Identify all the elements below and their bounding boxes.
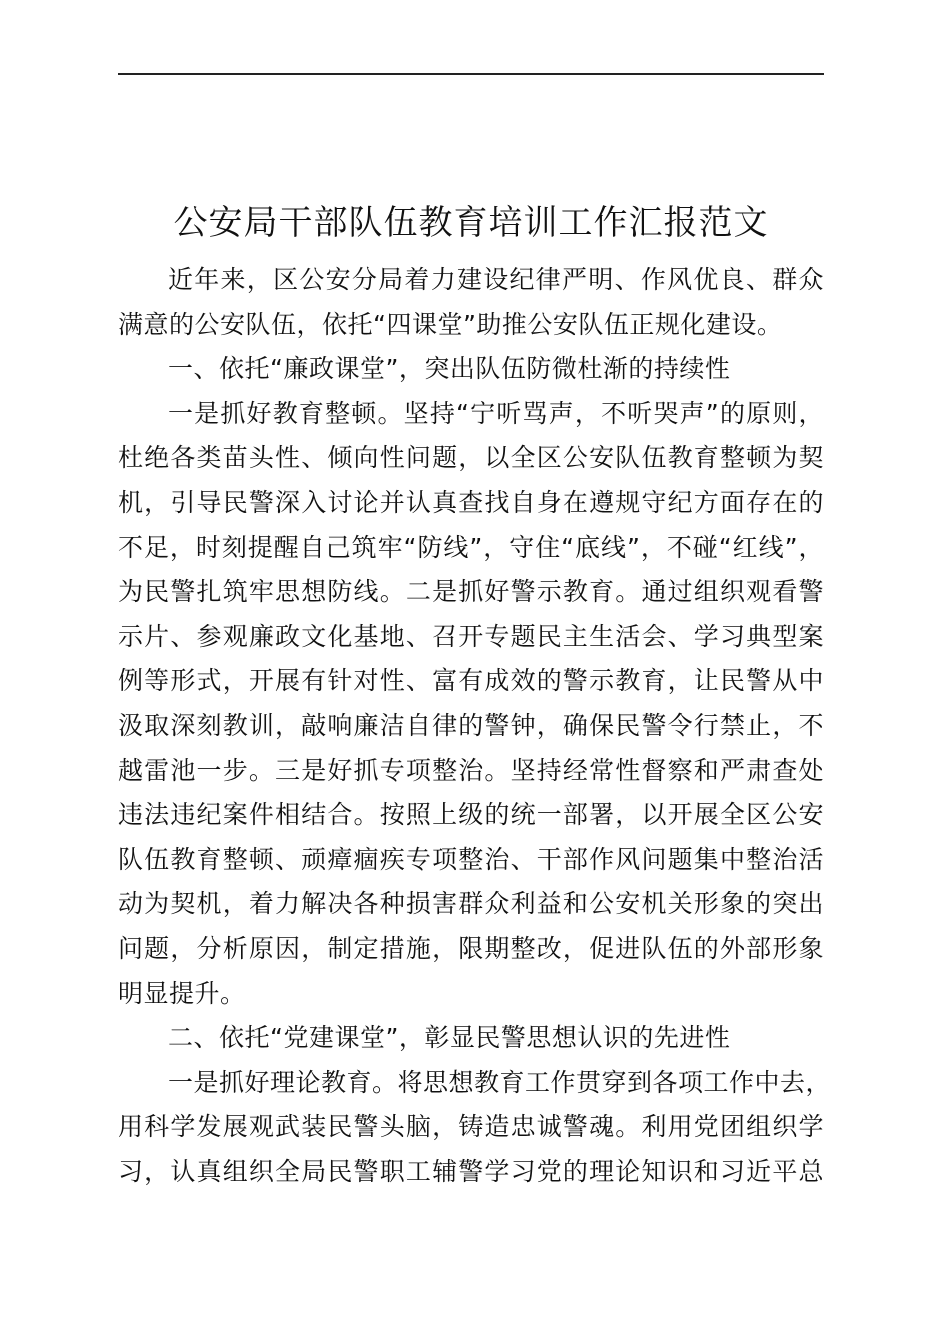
text-line: 杜绝各类苗头性、倾向性问题，以全区公安队伍教育整顿为契: [118, 443, 824, 473]
text-line: 不足，时刻提醒自己筑牢“防线”，守住“底线”，不碰“红线”，: [118, 532, 824, 562]
text-line: 满意的公安队伍，依托“四课堂”助推公安队伍正规化建设。: [118, 309, 783, 339]
header-rule: [118, 73, 824, 75]
text-line: 违法违纪案件相结合。按照上级的统一部署，以开展全区公安: [118, 800, 824, 830]
document-body: [118, 258, 832, 1194]
text-line: 问题，分析原因，制定措施，限期整改，促进队伍的外部形象: [118, 933, 824, 963]
text-line: 动为契机，着力解决各种损害群众利益和公安机关形象的突出: [118, 889, 824, 919]
text-line: 为民警扎筑牢思想防线。二是抓好警示教育。通过组织观看警: [118, 577, 824, 607]
text-line: 机，引导民警深入讨论并认真查找自身在遵规守纪方面存在的: [118, 487, 824, 517]
text-line: 示片、参观廉政文化基地、召开专题民主生活会、学习典型案: [118, 621, 824, 651]
section-heading: 二、依托“党建课堂”，彰显民警思想认识的先进性: [168, 1023, 731, 1053]
text-line: 例等形式，开展有针对性、富有成效的警示教育，让民警从中: [118, 666, 824, 696]
text-line: 习，认真组织全局民警职工辅警学习党的理论知识和习近平总: [118, 1156, 824, 1186]
text-line: 用科学发展观武装民警头脑，铸造忠诚警魂。利用党团组织学: [118, 1112, 824, 1142]
section-heading: 一、依托“廉政课堂”，突出队伍防微杜渐的持续性: [168, 354, 731, 384]
text-line: 一是抓好教育整顿。坚持“宁听骂声，不听哭声”的原则，: [168, 398, 824, 428]
document-title: 公安局干部队伍教育培训工作汇报范文: [173, 203, 769, 243]
text-line: 一是抓好理论教育。将思想教育工作贯穿到各项工作中去，: [168, 1067, 832, 1097]
text-line: 近年来，区公安分局着力建设纪律严明、作风优良、群众: [168, 265, 824, 294]
text-line: 明显提升。: [118, 978, 246, 1008]
text-line: 汲取深刻教训，敲响廉洁自律的警钟，确保民警令行禁止，不: [118, 710, 824, 740]
text-line: 越雷池一步。三是好抓专项整治。坚持经常性督察和严肃查处: [118, 755, 824, 785]
text-line: 队伍教育整顿、顽瘴痼疾专项整治、干部作风问题集中整治活: [118, 844, 824, 874]
